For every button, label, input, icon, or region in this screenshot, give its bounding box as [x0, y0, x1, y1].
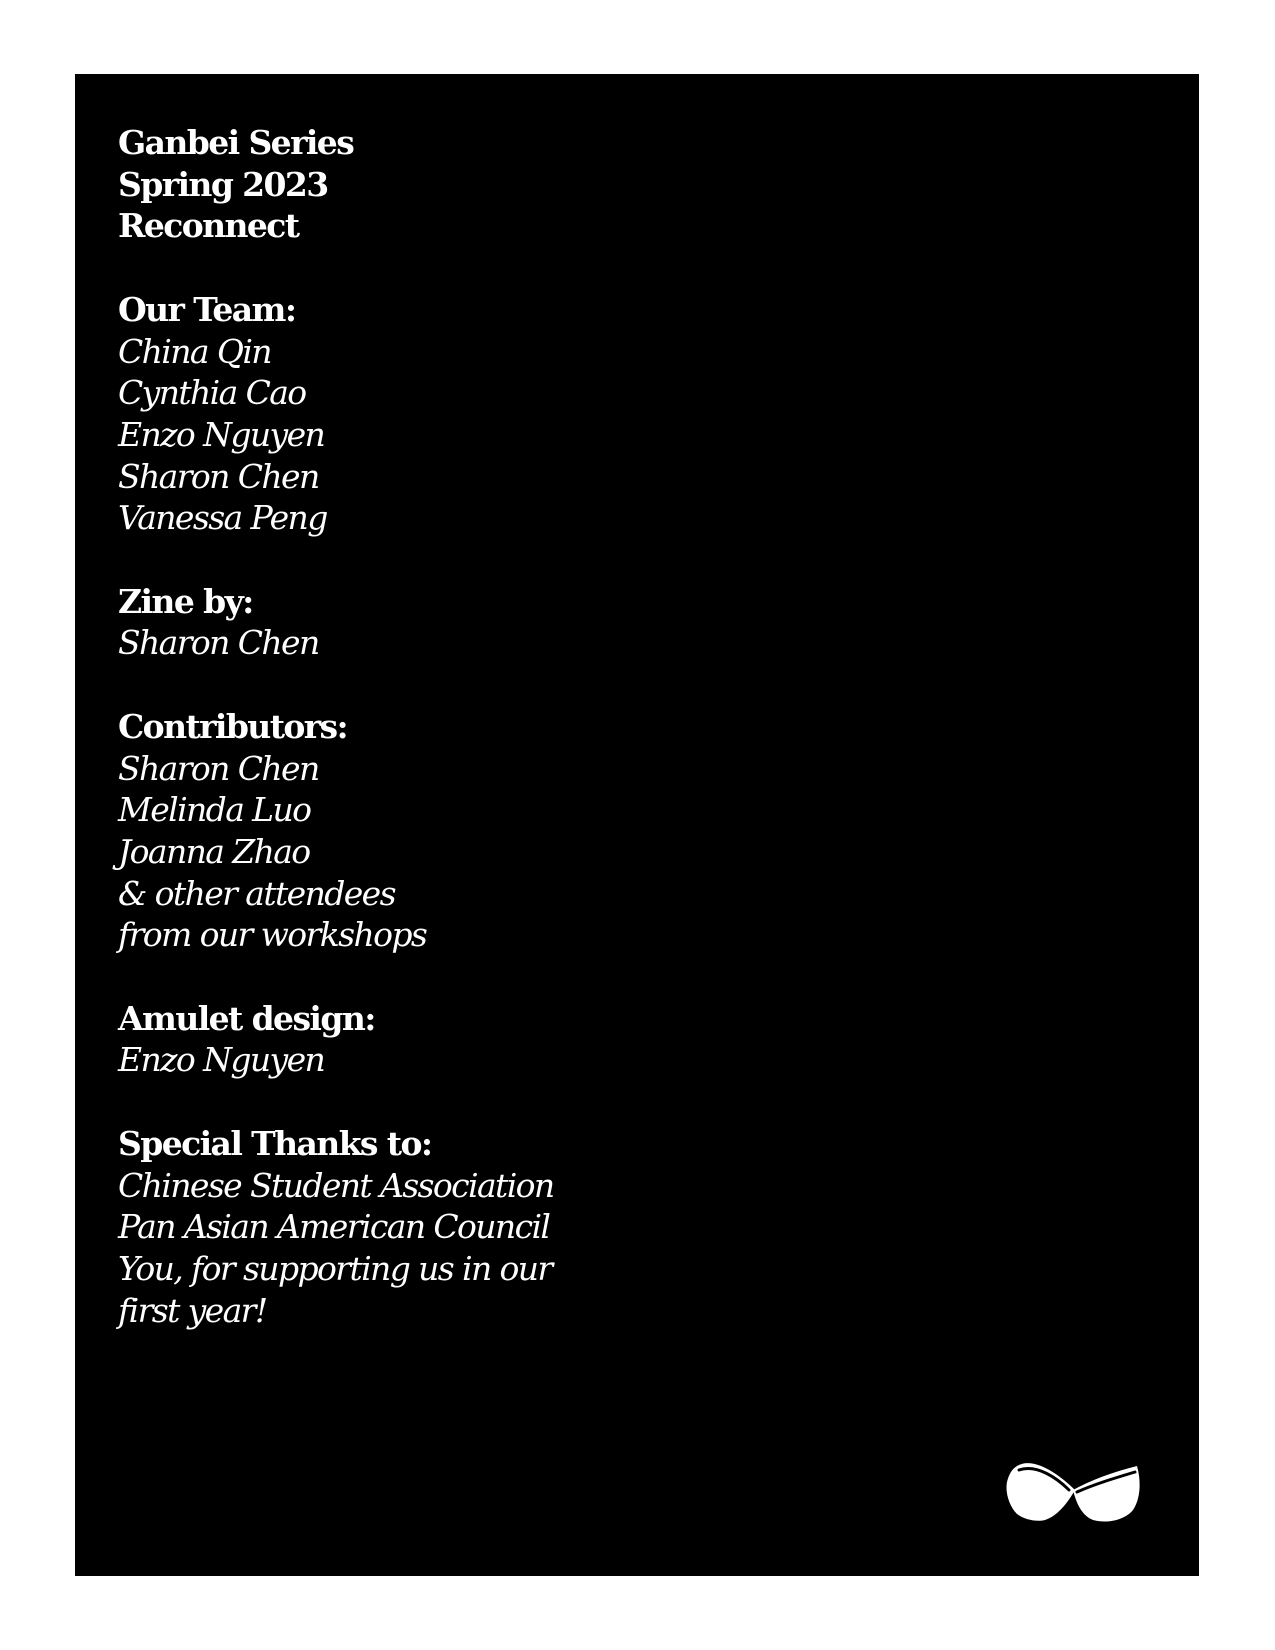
- team-member: Sharon Chen: [118, 456, 319, 496]
- contributor: Melinda Luo: [118, 790, 311, 830]
- team-member: Enzo Nguyen: [118, 414, 325, 454]
- intro-block: [118, 122, 718, 247]
- zine-heading: Zine by:: [118, 581, 253, 621]
- clinking-cups-icon: [1003, 1450, 1143, 1522]
- contributor: from our workshops: [118, 915, 427, 955]
- contributors-heading: Contributors:: [118, 706, 348, 746]
- amulet-designer: Enzo Nguyen: [118, 1040, 325, 1080]
- theme: Reconnect: [118, 206, 299, 246]
- amulet-section: [118, 998, 718, 1081]
- thanks-entry: first year!: [118, 1290, 267, 1330]
- team-member: Vanessa Peng: [118, 498, 327, 538]
- zine-author: Sharon Chen: [118, 623, 319, 663]
- contributor: Joanna Zhao: [118, 831, 310, 871]
- team-member: Cynthia Cao: [118, 373, 306, 413]
- thanks-entry: You, for supporting us in our: [118, 1248, 552, 1288]
- contributor: Sharon Chen: [118, 748, 319, 788]
- thanks-entry: Pan Asian American Council: [118, 1207, 550, 1247]
- team-member: China Qin: [118, 331, 271, 371]
- amulet-heading: Amulet design:: [118, 998, 375, 1038]
- thanks-heading: Special Thanks to:: [118, 1123, 432, 1163]
- team-section: [118, 289, 718, 539]
- series-name: Ganbei Series: [118, 123, 354, 162]
- team-heading: Our Team:: [118, 289, 296, 329]
- credits-text: [118, 122, 718, 1331]
- thanks-entry: Chinese Student Association: [118, 1165, 554, 1205]
- thanks-section: [118, 1123, 718, 1332]
- contributor: & other attendees: [118, 873, 395, 913]
- zine-section: [118, 581, 718, 664]
- contributors-section: [118, 706, 718, 956]
- season: Spring 2023: [118, 164, 328, 204]
